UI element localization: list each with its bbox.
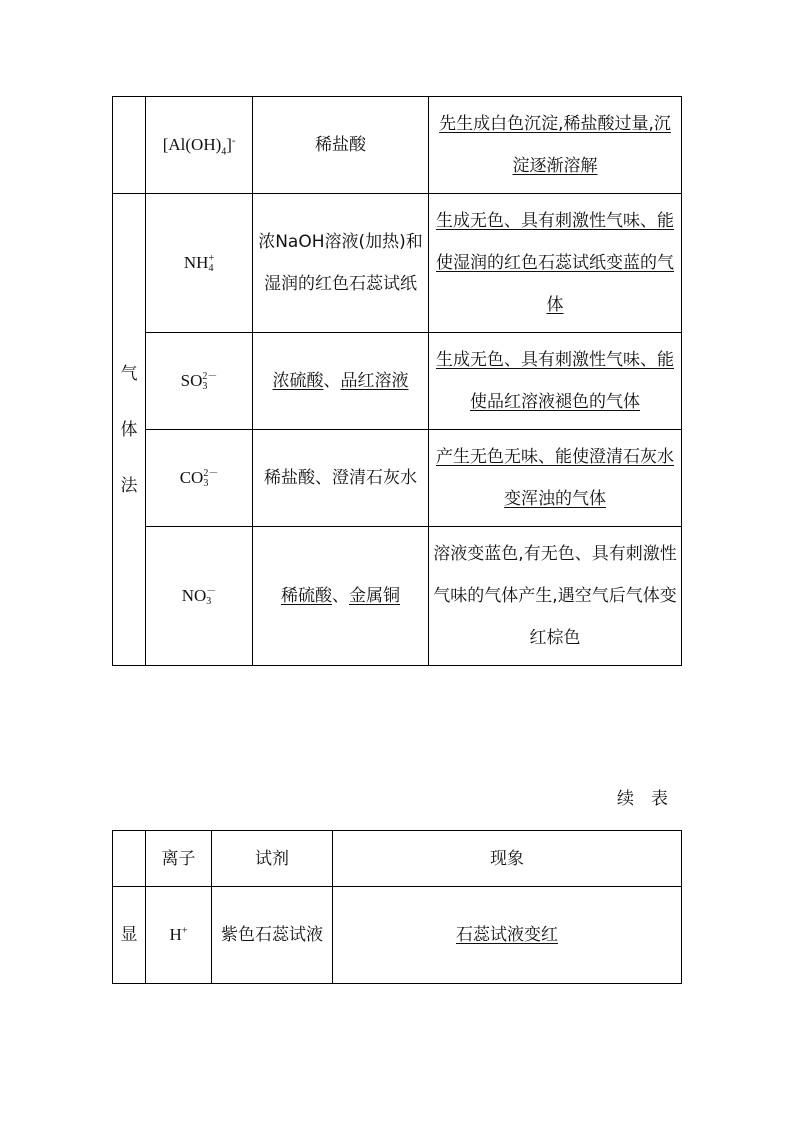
header-ion: 离子 bbox=[146, 831, 212, 887]
table-row bbox=[113, 430, 682, 527]
ion-formula bbox=[170, 925, 188, 944]
group-label-char: 气 bbox=[120, 363, 138, 384]
phenomenon-cell bbox=[429, 97, 682, 194]
ion-cell bbox=[146, 333, 253, 430]
reagent-cell bbox=[253, 333, 429, 430]
reagent-text: 金属铜 bbox=[349, 586, 400, 606]
ion-tail: ] bbox=[226, 135, 232, 154]
ion-charge: 2－ bbox=[202, 371, 218, 383]
reagent-cell bbox=[253, 97, 429, 194]
group-label-cell: 显 bbox=[113, 887, 146, 984]
ion-cell bbox=[146, 887, 212, 984]
ion-formula bbox=[162, 135, 236, 158]
header-cell-empty bbox=[113, 831, 146, 887]
phenomenon-cell bbox=[429, 430, 682, 527]
continued-label: 续 表 bbox=[617, 789, 668, 809]
reagent-text: 稀硫酸 bbox=[281, 586, 332, 606]
ion-charge: + bbox=[181, 925, 188, 937]
table-row bbox=[113, 97, 682, 194]
reagent-text: 稀盐酸 bbox=[315, 135, 366, 155]
phenomenon-cell bbox=[333, 887, 682, 984]
ion-cell bbox=[146, 194, 253, 333]
ion-subscript: 3 bbox=[203, 478, 209, 490]
reagent-text: 紫色石蕊试液 bbox=[221, 925, 323, 945]
reagent-cell bbox=[212, 887, 333, 984]
phenomenon-cell bbox=[429, 333, 682, 430]
reagent-cell bbox=[253, 194, 429, 333]
ion-main: CO bbox=[179, 468, 204, 487]
table-header-row bbox=[113, 831, 682, 887]
reagent-text: 稀盐酸、澄清石灰水 bbox=[264, 468, 417, 488]
table-row bbox=[113, 333, 682, 430]
phenomenon-text: 产生无色无味、能使澄清石灰水变浑浊的气体 bbox=[436, 447, 674, 509]
reagent-separator: 、 bbox=[323, 371, 341, 391]
ion-formula bbox=[183, 253, 215, 275]
phenomenon-text: 生成无色、具有刺激性气味、能使湿润的红色石蕊试纸变蓝的气体 bbox=[436, 211, 674, 315]
ion-test-table bbox=[112, 96, 682, 666]
reagent-text: 品红溶液 bbox=[340, 371, 409, 391]
ion-script bbox=[202, 372, 217, 392]
ion-subscript: 3 bbox=[206, 596, 212, 608]
ion-cell bbox=[146, 430, 253, 527]
reagent-text: 浓NaOH溶液(加热)和湿润的红色石蕊试纸 bbox=[258, 232, 423, 294]
ion-main: NH bbox=[183, 253, 209, 272]
phenomenon-cell bbox=[429, 527, 682, 666]
reagent-cell bbox=[253, 527, 429, 666]
reagent-cell bbox=[253, 430, 429, 527]
phenomenon-text: 石蕊试液变红 bbox=[456, 925, 558, 945]
ion-charge: + bbox=[208, 253, 215, 265]
table-row bbox=[113, 527, 682, 666]
reagent-text: 浓硫酸 bbox=[272, 371, 324, 391]
ion-main: H bbox=[169, 925, 182, 944]
phenomenon-text: 溶液变蓝色,有无色、具有刺激性气味的气体产生,遇空气后气体变红棕色 bbox=[433, 544, 677, 648]
phenomenon-cell bbox=[429, 194, 682, 333]
header-reagent: 试剂 bbox=[212, 831, 333, 887]
phenomenon-text: 生成无色、具有刺激性气味、能使品红溶液褪色的气体 bbox=[436, 350, 674, 412]
ion-main: NO bbox=[181, 586, 207, 605]
table-row bbox=[113, 887, 682, 984]
ion-charge: 2－ bbox=[203, 468, 219, 480]
ion-script bbox=[203, 469, 218, 489]
ion-formula bbox=[180, 371, 218, 393]
ion-formula bbox=[181, 586, 217, 608]
ion-subscript: 3 bbox=[202, 381, 208, 393]
table-row bbox=[113, 194, 682, 333]
ion-script bbox=[208, 254, 214, 274]
ion-formula bbox=[179, 468, 219, 490]
ion-subscript: 4 bbox=[208, 263, 214, 275]
group-label-char: 体 bbox=[120, 419, 138, 440]
ion-script bbox=[206, 587, 216, 607]
ion-cell bbox=[146, 527, 253, 666]
reagent-separator: 、 bbox=[332, 586, 349, 606]
header-phenomenon: 现象 bbox=[333, 831, 682, 887]
group-cell-empty bbox=[113, 97, 146, 194]
phenomenon-text: 先生成白色沉淀,稀盐酸过量,沉淀逐渐溶解 bbox=[439, 114, 671, 176]
ion-main: SO bbox=[180, 371, 203, 390]
group-label-gas-method bbox=[113, 194, 146, 666]
ion-charge: － bbox=[206, 586, 217, 598]
ion-charge: - bbox=[231, 135, 236, 147]
ion-main: [Al(OH) bbox=[162, 135, 222, 154]
ion-test-table-continued bbox=[112, 830, 682, 984]
ion-subscript: 4 bbox=[221, 146, 227, 158]
group-label-char: 法 bbox=[120, 475, 138, 496]
ion-cell bbox=[146, 97, 253, 194]
